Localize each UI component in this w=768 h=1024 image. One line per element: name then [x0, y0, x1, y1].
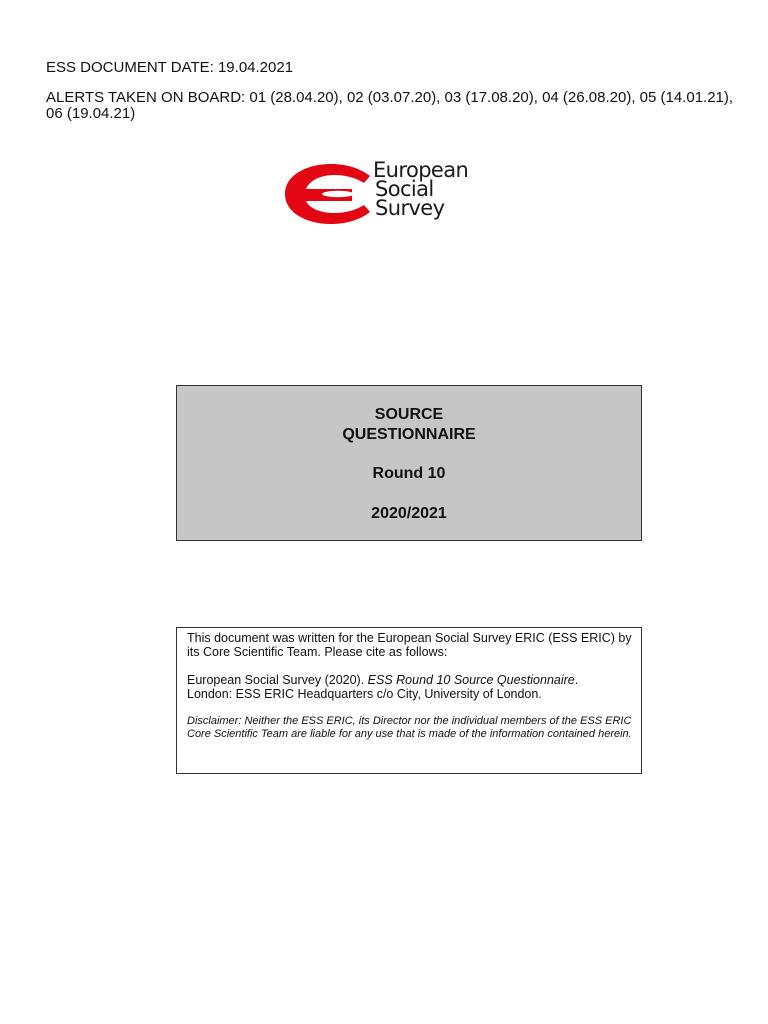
logo-text-european: European	[373, 158, 469, 182]
logo-text-survey: Survey	[375, 196, 445, 220]
ess-logo-icon	[282, 163, 380, 225]
title-round: Round 10	[372, 465, 446, 482]
ess-logo	[282, 160, 497, 226]
disclaimer: Disclaimer: Neither the ESS ERIC, its Director nor the individual members of the ESS ERIC Core Scientific Team are liable for any use that is made of the information contained herein.	[187, 715, 632, 740]
citation-intro: This document was written for the European Social Survey ERIC (ESS ERIC) by its Core Scientific Team. Please cite as follows:	[187, 631, 632, 659]
citation-box	[176, 627, 642, 774]
citation-period: .	[574, 673, 579, 687]
logo-text-social: Social	[375, 177, 434, 201]
title-source: SOURCE	[374, 406, 444, 423]
alerts-taken-on-board: ALERTS TAKEN ON BOARD: 01 (28.04.20), 02 (03.07.20), 03 (17.08.20), 04 (26.08.20), 05 (14.01.21), 06 (19.04.21)	[46, 89, 734, 122]
document-date: ESS DOCUMENT DATE: 19.04.2021	[46, 59, 294, 76]
citation-place: London: ESS ERIC Headquarters c/o City, University of London.	[187, 687, 542, 701]
title-years: 2020/2021	[371, 505, 447, 522]
citation-title: ESS Round 10 Source Questionnaire	[367, 673, 575, 687]
title-questionnaire: QUESTIONNAIRE	[342, 426, 476, 443]
citation-author: European Social Survey (2020).	[187, 673, 368, 687]
citation-reference	[187, 673, 641, 687]
title-box	[176, 385, 642, 541]
